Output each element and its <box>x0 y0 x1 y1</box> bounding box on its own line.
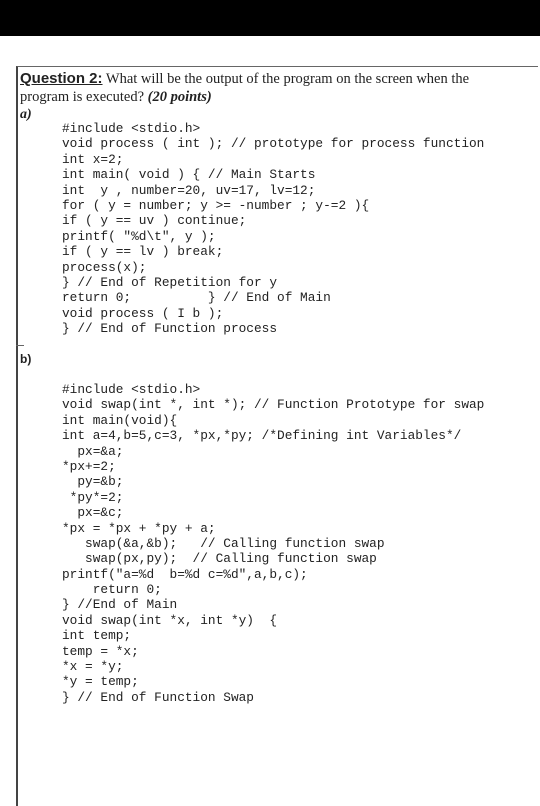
code-line: } //End of Main <box>62 597 178 613</box>
code-line: return 0; <box>62 582 162 598</box>
code-line: if ( y == lv ) break; <box>62 244 224 260</box>
code-line: int y , number=20, uv=17, lv=12; <box>62 182 316 198</box>
code-block-b <box>62 382 484 705</box>
part-b-label: b) <box>20 352 32 366</box>
code-line: swap(&a,&b); // Calling function swap <box>62 535 385 551</box>
code-line: px=&a; <box>62 443 124 459</box>
question-points: (20 points) <box>147 89 212 105</box>
question-text-1: What will be the output of the program on the screen when the <box>102 71 470 87</box>
code-line: void swap(int *, int *); // Function Prototype for swap <box>62 397 485 413</box>
code-line: int a=4,b=5,c=3, *px,*py; /*Defining int Variables*/ <box>62 428 462 444</box>
code-line: void process ( I b ); <box>62 305 224 321</box>
code-line: void process ( int ); // prototype for process function <box>62 136 485 152</box>
question-header <box>20 70 530 106</box>
code-line: swap(px,py); // Calling function swap <box>62 551 377 567</box>
code-line: #include <stdio.h> <box>62 121 201 136</box>
code-block-a <box>62 121 484 336</box>
part-a-label: a) <box>20 107 32 122</box>
code-line: } // End of Function Swap <box>62 689 254 705</box>
code-line: for ( y = number; y >= -number ; y-=2 ){ <box>62 197 370 213</box>
code-line: py=&b; <box>62 474 124 490</box>
code-line: int x=2; <box>62 151 124 167</box>
code-line: return 0; } // End of Main <box>62 290 331 306</box>
code-line: *x = *y; <box>62 659 124 675</box>
code-line: int main( void ) { // Main Starts <box>62 167 316 183</box>
code-line: } // End of Function process <box>62 321 278 337</box>
code-line: printf("a=%d b=%d c=%d",a,b,c); <box>62 566 308 582</box>
code-line: temp = *x; <box>62 643 139 659</box>
code-line: int main(void){ <box>62 412 178 428</box>
code-line: #include <stdio.h> <box>62 382 201 397</box>
code-line: void swap(int *x, int *y) { <box>62 612 278 628</box>
code-line: if ( y == uv ) continue; <box>62 213 247 229</box>
code-line: process(x); <box>62 259 147 275</box>
code-line: px=&c; <box>62 505 124 521</box>
top-black-bar <box>0 0 540 36</box>
code-line: *px+=2; <box>62 458 116 474</box>
code-line: } // End of Repetition for y <box>62 274 278 290</box>
question-text-2: program is executed? <box>20 89 148 105</box>
question-title: Question 2: <box>20 70 103 87</box>
code-line: *y = temp; <box>62 674 139 690</box>
code-line: *py*=2; <box>62 489 124 505</box>
code-line: int temp; <box>62 628 132 644</box>
code-line: printf( "%d\t", y ); <box>62 228 216 244</box>
code-line: *px = *px + *py + a; <box>62 520 216 536</box>
section-divider <box>16 345 24 346</box>
